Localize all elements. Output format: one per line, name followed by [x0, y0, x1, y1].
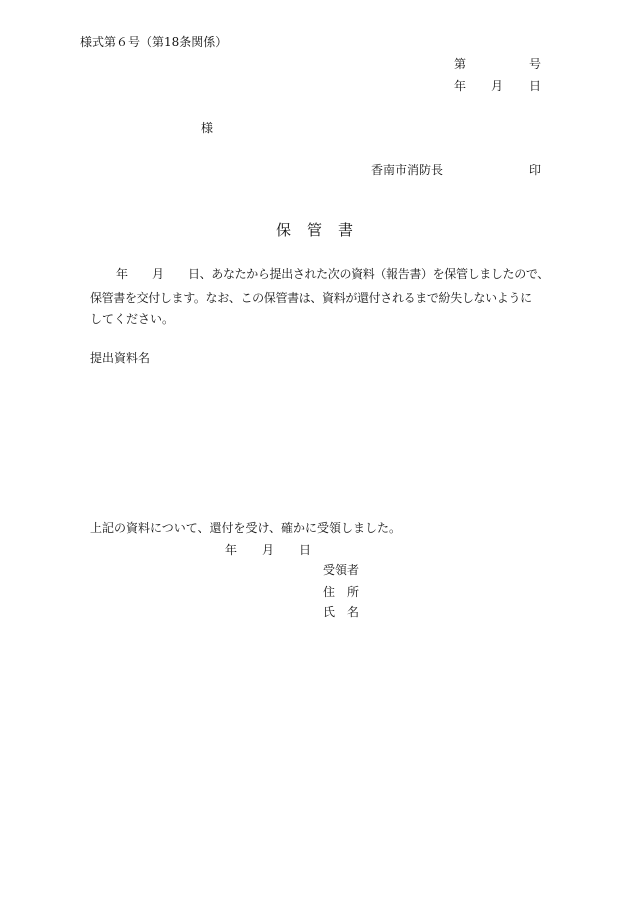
document-title-char-2: 管: [307, 221, 323, 239]
body-year: 年: [116, 267, 129, 281]
name-label-char-1: 氏: [323, 605, 336, 619]
form-label: 様式第６号（第18条関係）: [80, 35, 228, 49]
address-label-char-2: 所: [347, 585, 360, 599]
document-number-prefix: 第: [454, 57, 467, 71]
receipt-statement: 上記の資料について、還付を受け、確かに受領しました。: [90, 521, 402, 535]
document-number-suffix: 号: [529, 57, 542, 71]
receipt-date-day: 日: [299, 543, 312, 557]
submitted-documents-label: 提出資料名: [90, 351, 151, 365]
receipt-date-year: 年: [225, 543, 238, 557]
address-label-char-1: 住: [323, 585, 336, 599]
issuer-name: 香南市消防長: [371, 163, 444, 177]
issue-date-month: 月: [491, 79, 504, 93]
body-line-3: してください。: [90, 312, 175, 326]
document-title-char-1: 保: [276, 221, 292, 239]
body-line-2: 保管書を交付します。なお、この保管書は、資料が還付されるまで紛失しないように: [90, 291, 532, 305]
name-label-char-2: 名: [347, 605, 360, 619]
body-month: 月: [152, 267, 165, 281]
issuer-seal: 印: [529, 163, 542, 177]
addressee-suffix: 様: [201, 121, 214, 135]
receiver-label: 受領者: [323, 563, 360, 577]
issue-date-year: 年: [454, 79, 467, 93]
receipt-date-month: 月: [262, 543, 275, 557]
document-title-char-3: 書: [338, 221, 354, 239]
issue-date-day: 日: [529, 79, 542, 93]
body-line-1: 日、あなたから提出された次の資料（報告書）を保管しましたので、: [188, 267, 549, 281]
